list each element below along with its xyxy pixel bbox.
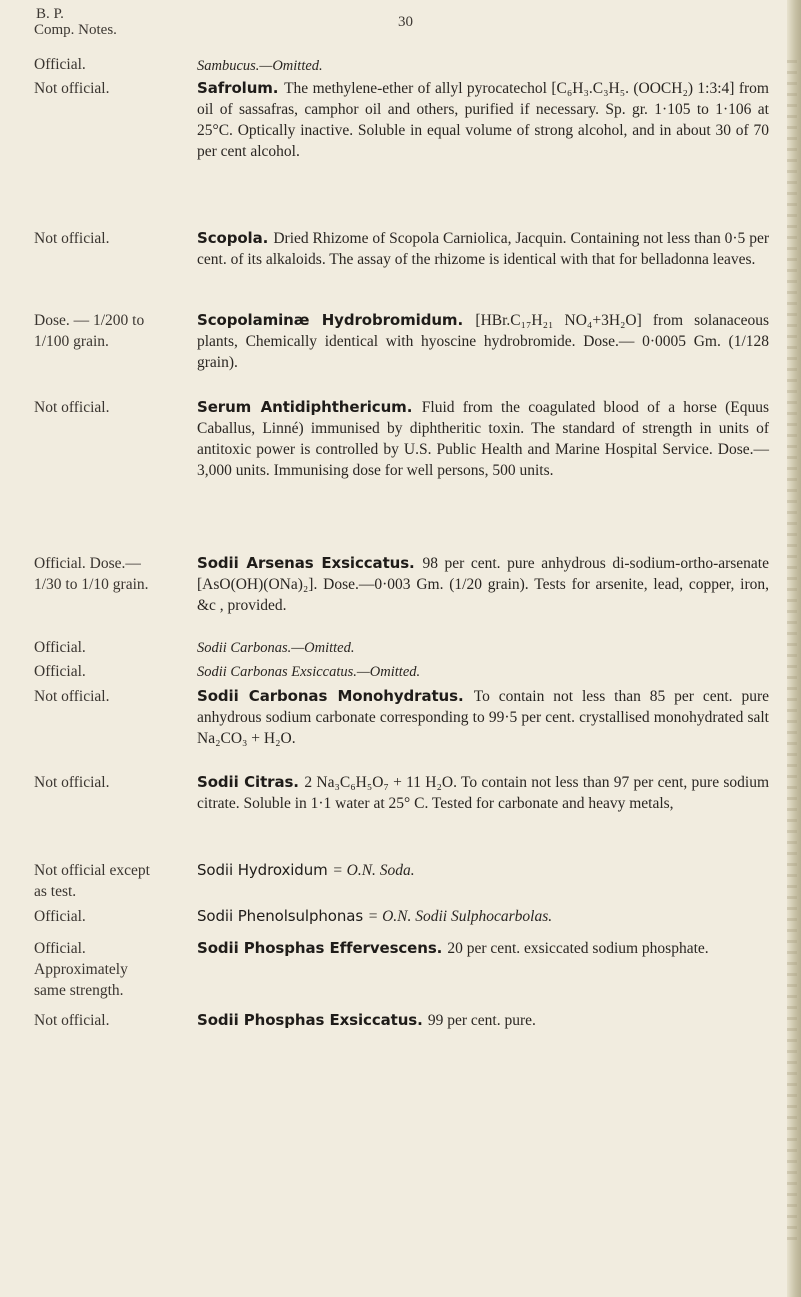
entry-body: 98 per cent. pure anhydrous di-sodium-ortho-arsenate [AsO(OH)(ONa)₂]. Dose.—0·003 Gm. (1/20 grain). Tests for arsenite, lead, copper, iron, &c , provided. xyxy=(197,555,769,614)
subheader-official: Official. xyxy=(34,56,86,73)
entry xyxy=(197,397,769,481)
entry-title: Sodii Citras. xyxy=(197,773,305,791)
entry-status: Official. Approximately same strength. xyxy=(34,940,128,999)
entry-omitted: Sodii Carbonas Exsiccatus.—Omitted. xyxy=(197,664,421,680)
entry-title: Scopolaminæ Hydrobromidum. xyxy=(197,311,476,329)
header-comp-label: Comp. Notes. xyxy=(34,22,117,38)
entry-title: Sodii Phosphas Exsiccatus. xyxy=(197,1011,428,1029)
entry-title: Sodii Phenolsulphonas xyxy=(197,907,368,925)
entry-status: Not official. xyxy=(34,80,110,97)
entry-body: To contain not less than 85 per cent. pure anhydrous sodium carbonate corresponding to 99·5 per cent. crystallised monohydrated salt Na₂CO₃ + H₂O. xyxy=(197,688,769,747)
entry-title: Serum Antidiphthericum. xyxy=(197,398,422,416)
entry-body: The methylene-ether of allyl pyrocatechol [C₆H₃.C₃H₅. (OOCH₂) 1:3:4] from oil of sassafras, camphor oil and others, purified if necessary. Sp. gr. 1·105 to 1·106 at 25°C. Optically inactive. Soluble in equal volume of strong alcohol, and in about 30 of 70 per cent alcohol. xyxy=(197,80,769,160)
entry xyxy=(197,553,769,616)
entry xyxy=(197,860,769,881)
entry xyxy=(197,78,769,162)
entry xyxy=(197,938,769,959)
subheader-sambucus: Sambucus.—Omitted. xyxy=(197,58,323,74)
entry-body: = O.N. Sodii Sulphocarbolas. xyxy=(367,908,553,925)
entry xyxy=(197,686,769,749)
entry-omitted: Sodii Carbonas.—Omitted. xyxy=(197,640,355,656)
entry-status: Not official. xyxy=(34,774,110,791)
entry-status: Official. xyxy=(34,908,86,925)
entry xyxy=(197,228,769,270)
entry-title: Scopola. xyxy=(197,229,274,247)
entry-status: Official. xyxy=(34,663,86,680)
entry-title: Safrolum. xyxy=(197,79,285,97)
entry-body: 2 Na₃C₆H₅O₇ + 11 H₂O. To contain not less than 97 per cent, pure sodium citrate. Soluble in 1·1 water at 25° C. Tested for carbonate and heavy metals, xyxy=(197,774,769,812)
entry xyxy=(197,1010,769,1031)
page-edge-foxing xyxy=(787,60,797,1240)
entry xyxy=(197,906,769,927)
entry-title: Sodii Phosphas Effervescens. xyxy=(197,939,448,957)
entry-body: 20 per cent. exsiccated sodium phosphate. xyxy=(447,940,709,957)
entry-body: = O.N. Soda. xyxy=(332,862,415,879)
entry-status: Official. Dose.— 1/30 to 1/10 grain. xyxy=(34,555,149,593)
entry-body: 99 per cent. pure. xyxy=(427,1012,536,1029)
entry-status: Not official. xyxy=(34,688,110,705)
entry-status: Official. xyxy=(34,639,86,656)
entry-status: Not official. xyxy=(34,230,110,247)
entry-status: Not official. xyxy=(34,399,110,416)
header-bp-label: B. P. xyxy=(36,6,64,22)
entry-title: Sodii Arsenas Exsiccatus. xyxy=(197,554,423,572)
entry xyxy=(197,772,769,814)
entry-body: Fluid from the coagulated blood of a horse (Equus Caballus, Linné) immunised by diphtheritic toxin. The standard of strength in units of antitoxic power is controlled by U.S. Public Health and Marine Hospital Service. Dose.—3,000 units. Immunising dose for well persons, 500 units. xyxy=(197,399,769,479)
entry-status: Dose. — 1/200 to 1/100 grain. xyxy=(34,312,145,350)
entry-status: Not official except as test. xyxy=(34,862,150,900)
entry-title: Sodii Hydroxidum xyxy=(197,861,333,879)
entry xyxy=(197,310,769,373)
entry-title: Sodii Carbonas Monohydratus. xyxy=(197,687,474,705)
entry-status: Not official. xyxy=(34,1012,110,1029)
entry-body: [HBr.C₁₇H₂₁ NO₄+3H₂O] from solanaceous plants, Chemically identical with hyoscine hydrobromide. Dose.— 0·0005 Gm. (1/128 grain). xyxy=(197,312,769,371)
page-number: 30 xyxy=(398,14,413,30)
entry-body: Dried Rhizome of Scopola Carniolica, Jacquin. Containing not less than 0·5 per cent. of its alkaloids. The assay of the rhizome is identical with that for belladonna leaves. xyxy=(197,230,769,268)
